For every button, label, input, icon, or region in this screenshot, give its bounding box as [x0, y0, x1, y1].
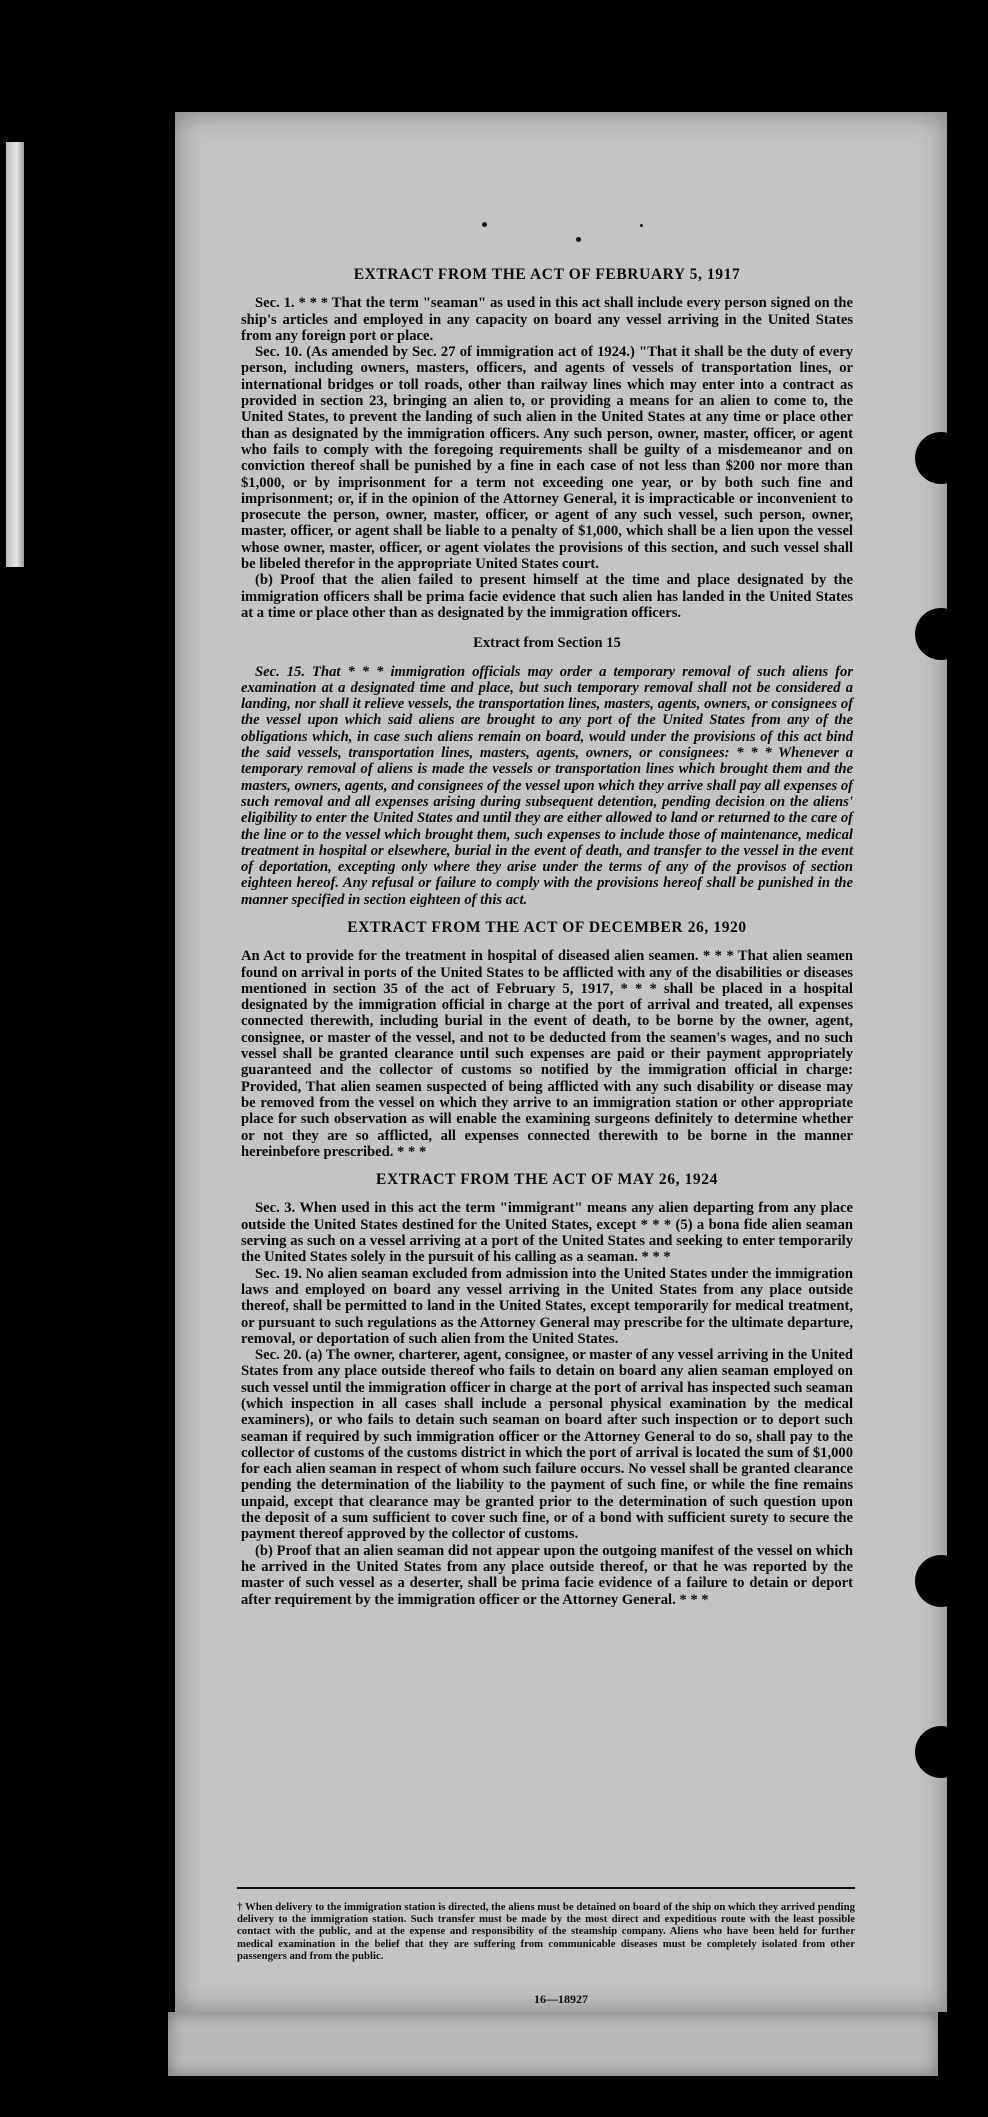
- section-heading: EXTRACT FROM THE ACT OF DECEMBER 26, 1920: [347, 918, 747, 936]
- adjacent-page-edge: [6, 142, 24, 567]
- paragraph: (b) Proof that the alien failed to present himself at the time and place designated by the immigration officers shall be prima facie evidence that such alien has landed in the United States at a time or place other than as designated by the immigration officers.: [241, 572, 853, 621]
- paragraph: (b) Proof that an alien seaman did not appear upon the outgoing manifest of the vessel on which he arrived in the United States from any place outside thereof, or that he was reported by the master of such vessel as a deserter, shall be prima facie evidence of a failure to detain or deport after requirement by the immigration officer or the Attorney General. * * *: [241, 1542, 853, 1608]
- section-subheading: Extract from Section 15: [473, 635, 621, 652]
- punch-hole: [915, 1555, 967, 1607]
- paragraph: Sec. 3. When used in this act the term "immigrant" means any alien departing from any place outside the United States destined for the United States, except * * * (5) a bona fide alien seaman serving as such on a vessel arriving at a port of the United States and seeking to enter temporarily the United States solely in the pursuit of his calling as a seaman. * * *: [241, 1200, 853, 1266]
- ink-speck: [482, 222, 487, 227]
- form-number: 16—18927: [534, 1992, 588, 2006]
- section-heading: EXTRACT FROM THE ACT OF MAY 26, 1924: [376, 1171, 718, 1189]
- paragraph: Sec. 1. * * * That the term "seaman" as used in this act shall include every person signed on the ship's articles and employed in any capacity on board any vessel arriving in the United States from any foreign port or place.: [241, 295, 853, 344]
- footnote-text: † When delivery to the immigration station is directed, the aliens must be detained on board of the ship on which they arrived pending delivery to the immigration station. Such transfer must be made by the most direct and expeditious route with the least possible contact with the public, and at the expense and responsibility of the steamship company. Aliens who have been held for further medical examination in the belief that they are suffering from communicable diseases must be completely isolated from other passengers and from the public.: [237, 1901, 855, 1962]
- footnote: [237, 1887, 855, 1962]
- section-heading: EXTRACT FROM THE ACT OF FEBRUARY 5, 1917: [353, 266, 741, 283]
- document-body: [241, 267, 853, 1608]
- paragraph: Sec. 15. That * * * immigration officials may order a temporary removal of such aliens for examination at a designated time and place, but such temporary removal shall not be considered a landing, nor shall it relieve vessels, the transportation lines, masters, agents, owners, or consignees of the vessel upon which said aliens are brought to any port of the United States from any of the obligations which, in case such aliens remain on board, would under the provisions of this act bind the said vessels, transportation lines, masters, agents, owners, or consignees: * * * Whenever a temporary removal of aliens is made the vessels or transportation lines which brought them and the masters, owners, agents, and consignees of the vessel upon which they arrive shall pay all expenses of such removal and all expenses arising during subsequent detention, pending decision on the aliens' eligibility to enter the United States and until they are either allowed to land or returned to the care of the line or to the vessel which brought them, such expenses to include those of maintenance, medical treatment in hospital or elsewhere, burial in the event of death, and transfer to the vessel in the event of deportation, excepting only where they arise under the terms of any of the provisos of section eighteen hereof. Any refusal or failure to comply with the provisions hereof shall be punished in the manner specified in section eighteen of this act.: [241, 663, 853, 908]
- paragraph: An Act to provide for the treatment in hospital of diseased alien seamen. * * * That alien seamen found on arrival in ports of the United States to be afflicted with any of the disabilities or diseases mentioned in section 35 of the act of February 5, 1917, * * * shall be placed in a hospital designated by the immigration official in charge at the port of arrival and treated, all expenses connected therewith, including burial in the event of death, to be borne by the owner, agent, consignee, or master of the vessel, and not to be deducted from the seamen's wages, and no such vessel shall be granted clearance until such expenses are paid or their payment appropriately guaranteed and the collector of customs so notified by the immigration official in charge: Provided, That alien seamen suspected of being afflicted with any such disability or disease may be removed from the vessel on which they arrive to an immigration station or other appropriate place for such observation as will enable the examining surgeons definitely to determine whether or not they are so afflicted, all expenses connected therewith to be borne in the manner hereinbefore prescribed. * * *: [241, 948, 853, 1160]
- paragraph: Sec. 10. (As amended by Sec. 27 of immigration act of 1924.) "That it shall be the duty of every person, including owners, masters, officers, and agents of vessels of transportation lines, or international bridges or toll roads, other than railway lines which may enter into a contract as provided in section 23, bringing an alien to, or providing a means for an alien to come to, the United States, to prevent the landing of such alien in the United States at any time or place other than as designated by the immigration officers. Any such person, owner, master, officer, or agent who fails to comply with the foregoing requirements shall be guilty of a misdemeanor and on conviction thereof shall be punished by a fine in each case of not less than $200 nor more than $1,000, or by imprisonment for a term not exceeding one year, or by both such fine and imprisonment; or, if in the opinion of the Attorney General, it is impracticable or inconvenient to prosecute the person, owner, master, officer, or agent of any such vessel, such person, owner, master, officer, or agent shall be liable to a penalty of $1,000, which shall be a lien upon the vessel whose owner, master, officer, or agent violates the provisions of this section, and such vessel shall be libeled therefor in the appropriate United States court.: [241, 344, 853, 573]
- page-bottom-edge: [168, 2012, 938, 2076]
- ink-speck: [640, 224, 643, 227]
- paragraph: Sec. 20. (a) The owner, charterer, agent, consignee, or master of any vessel arriving in the United States from any place outside thereof who fails to detain on board any alien seaman employed on such vessel until the immigration officer in charge at the port of arrival has inspected such seaman (which inspection in all cases shall include a personal physical examination by the medical examiners), or who fails to detain such seaman on board after such inspection or to deport such seaman if required by such immigration officer or the Attorney General to do so, shall pay to the collector of customs of the customs district in which the port of arrival is located the sum of $1,000 for each alien seaman in respect of whom such failure occurs. No vessel shall be granted clearance pending the determination of the liability to the payment of such fine, or while the fine remains unpaid, except that clearance may be granted prior to the determination of such question upon the deposit of a sum sufficient to cover such fine, or of a bond with sufficient surety to secure the payment thereof approved by the collector of customs.: [241, 1347, 853, 1543]
- paragraph: Sec. 19. No alien seaman excluded from admission into the United States under the immigration laws and employed on board any vessel arriving in the United States from any place outside thereof, shall be permitted to land in the United States, except temporarily for medical treatment, or pursuant to such regulations as the Attorney General may prescribe for the ultimate departure, removal, or deportation of such alien from the United States.: [241, 1265, 853, 1347]
- document-page: [175, 112, 947, 2012]
- punch-hole: [915, 1726, 967, 1778]
- punch-hole: [915, 432, 967, 484]
- ink-speck: [576, 237, 581, 242]
- punch-hole: [915, 608, 967, 660]
